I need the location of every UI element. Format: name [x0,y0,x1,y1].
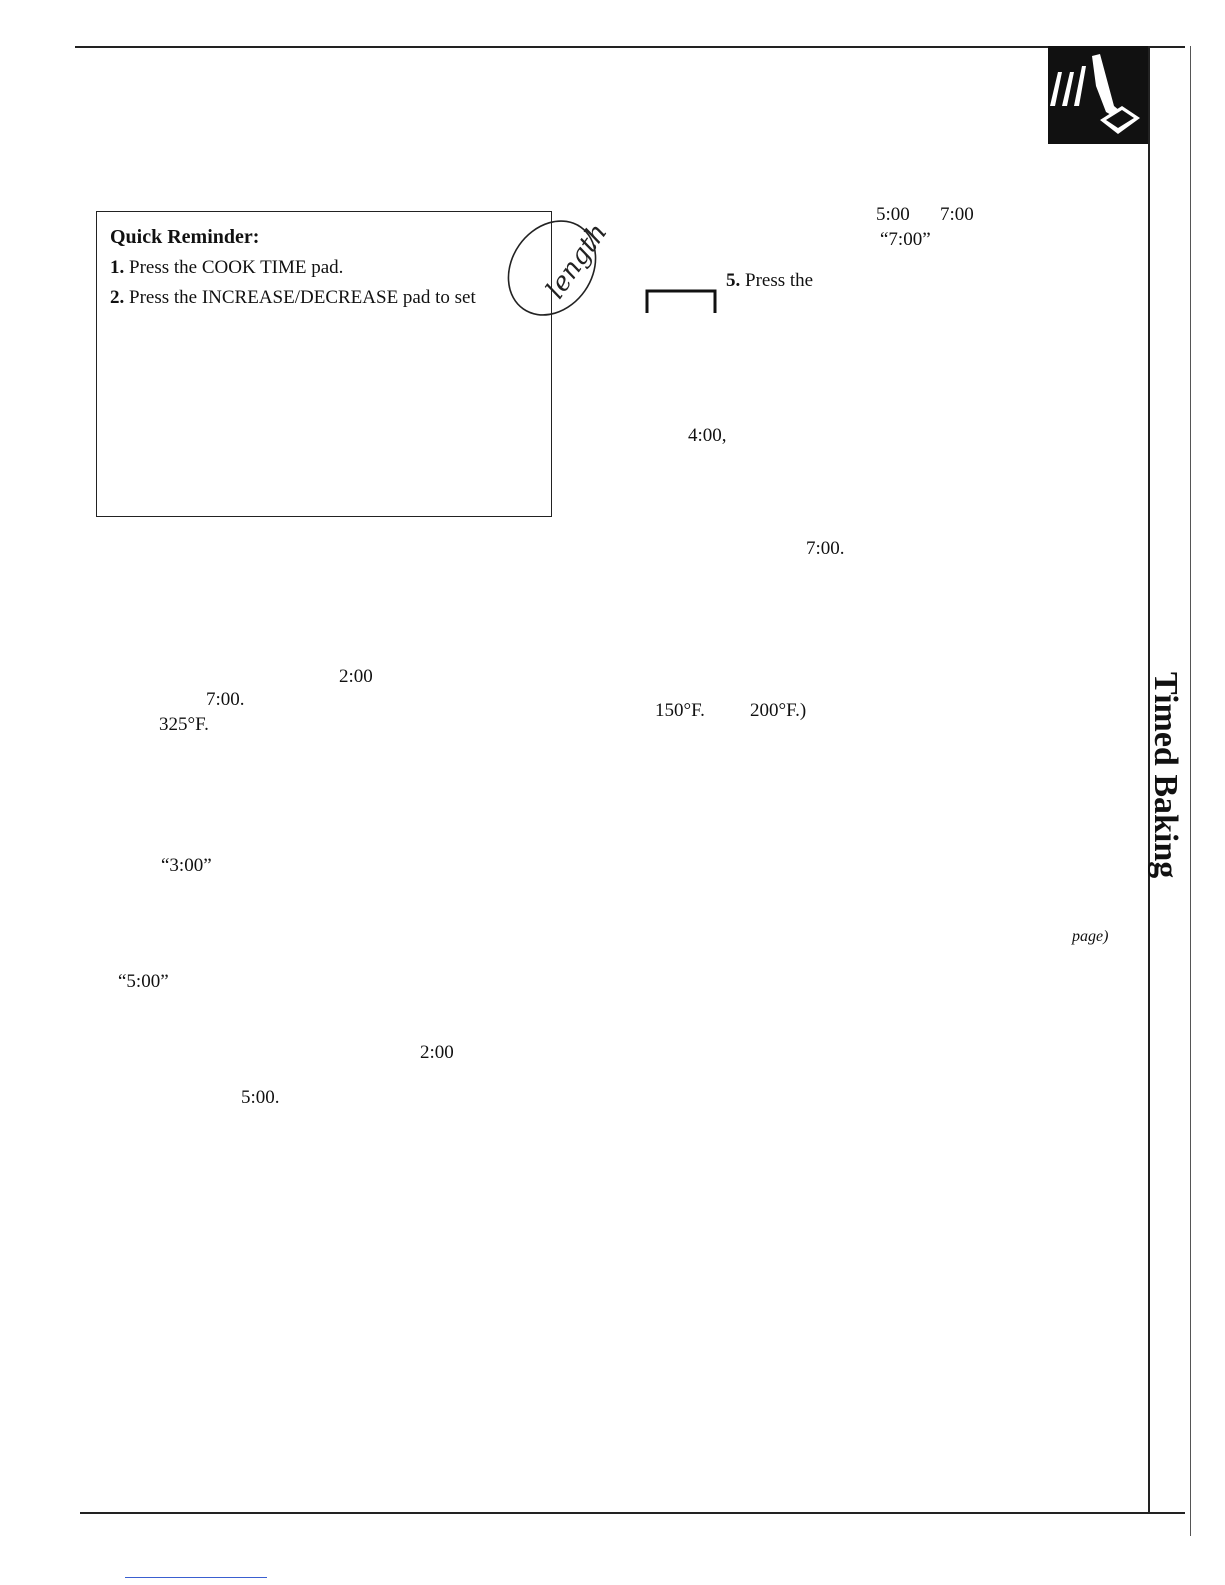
time-text: 5:00 [876,204,910,225]
step-5 [726,270,813,292]
pad-bracket-icon [645,289,717,313]
time-text: 2:00 [339,666,373,687]
temperature-text: 150°F. [655,700,705,721]
time-text: 7:00. [206,689,245,710]
step-text: Press the [745,270,814,291]
section-tab-label: Timed Baking [1147,672,1184,879]
reminder-title: Quick Reminder: [110,226,260,248]
section-tab [1144,672,1184,892]
time-text: “7:00” [880,229,931,250]
step-number: 2. [110,287,125,308]
far-right-rule [1190,46,1191,1536]
reminder-step-1 [110,257,343,279]
step-number: 1. [110,257,125,278]
time-text: “5:00” [118,971,169,992]
time-text: 7:00. [806,538,845,559]
reminder-step-2 [110,287,476,309]
top-rule [75,46,1185,48]
time-text: 4:00, [688,425,727,446]
step-text: Press the COOK TIME pad. [129,257,344,278]
bottom-rule [80,1512,1185,1514]
temperature-text: 325°F. [159,714,209,735]
time-text: 5:00. [241,1087,280,1108]
page-continue-note: page) [1072,928,1109,945]
time-text: 7:00 [940,204,974,225]
hand-pressing-icon [1048,46,1148,144]
step-number: 5. [726,270,741,291]
time-text: 2:00 [420,1042,454,1063]
length-stamp-icon [500,212,614,322]
step-text: Press the INCREASE/DECREASE pad to set [129,287,476,308]
stamp-text: length [540,218,614,305]
temperature-text: 200°F.) [750,700,807,721]
time-text: “3:00” [161,855,212,876]
link-underline[interactable] [125,1577,267,1578]
